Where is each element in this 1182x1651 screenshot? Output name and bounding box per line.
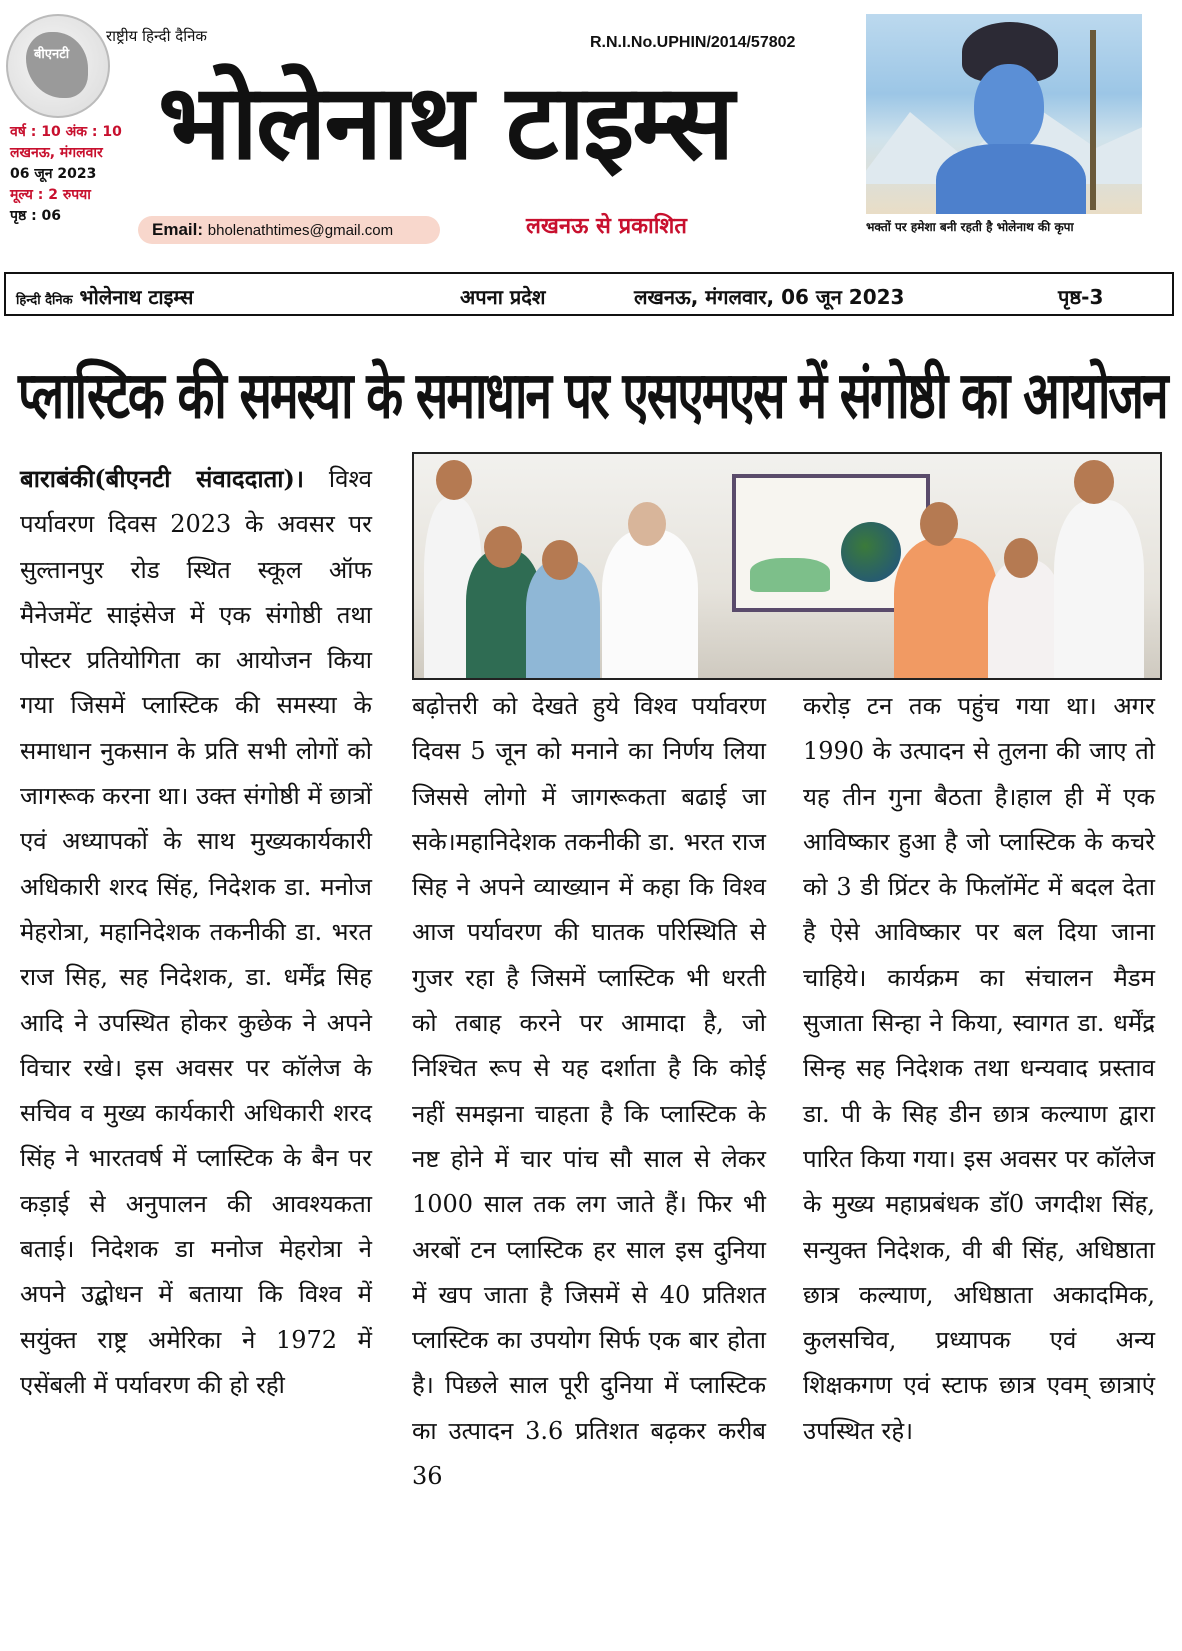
logo-abbreviation: बीएनटी <box>34 47 70 62</box>
event-photo <box>412 452 1162 680</box>
image-caption: भक्तों पर हमेशा बनी रहती है भोलेनाथ की कृपा <box>866 220 1074 234</box>
published-from: लखनऊ से प्रकाशित <box>526 214 687 239</box>
body-shape <box>936 144 1086 214</box>
person-figure <box>894 538 998 678</box>
strip-paper-prefix: हिन्दी दैनिक <box>16 293 73 308</box>
rni-number: R.N.I.No.UPHIN/2014/57802 <box>590 34 796 51</box>
issue-price: मूल्य : 2 रुपया <box>10 187 91 203</box>
strip-dateline: लखनऊ, मंगलवार, 06 जून 2023 <box>634 285 905 309</box>
article-column-3: करोड़ टन तक पहुंच गया था। अगर 1990 के उत्पादन से तुलना की जाए तो यह तीन गुना बैठता है।हाल ही में एक आविष्कार हुआ है जो प्लास्टिक के कचरे को 3 डी प्रिंटर के फिलॉमेंट में बदल देता है ऐसे आविष्कार पर बल दिया जाना चाहिये। कार्यक्रम का संचालन मैडम सुजाता सिन्हा ने किया, स्वागत डा. धर्मेंद्र सिन्ह सह निदेशक तथा धन्यवाद प्रस्ताव डा. पी के सिह डीन छात्र कल्याण द्वारा पारित किया गया। इस अवसर पर कॉलेज के मुख्य महाप्रबंधक डॉ0 जगदीश सिंह, सन्युक्त निदेशक, वी बी सिंह, अधिष्ठाता छात्र कल्याण, अधिष्ठाता अकादमिक, कुलसचिव, प्रध्यापक एवं अन्य शिक्षकगण एवं स्टाफ छात्र एवम् छात्राएं उपस्थित रहे। <box>803 692 1155 1445</box>
shiva-illustration <box>866 14 1142 214</box>
page-strip <box>4 272 1174 316</box>
email-pill <box>138 216 440 244</box>
issue-pages: पृष्ठ : 06 <box>10 208 62 224</box>
trident-icon <box>1090 30 1096 210</box>
india-map-icon <box>26 32 88 98</box>
person-head <box>920 502 958 546</box>
person-figure <box>1054 500 1144 678</box>
year-issue: वर्ष : 10 अंक : 10 <box>10 124 122 140</box>
strip-paper <box>16 283 193 310</box>
person-head <box>1004 538 1038 578</box>
article-column-1-text: विश्व पर्यावरण दिवस 2023 के अवसर पर सुल्तानपुर रोड स्थित स्कूल ऑफ मैनेजमेंट साइंसेज में एक संगोष्ठी तथा पोस्टर प्रतियोगिता का आयोजन किया गया जिसमें प्लास्टिक की समस्या के समाधान नुकसान के प्रति सभी लोगों को जागरूक करना था। उक्त संगोष्ठी में छात्रों एवं अध्यापकों के साथ मुख्यकार्यकारी अधिकारी शरद सिंह, निदेशक डा. मनोज मेहरोत्रा, महानिदेशक तकनीकी डा. भरत राज सिह, सह निदेशक, डा. धर्मेंद्र सिह आदि ने उपस्थित होकर कुछेक ने अपने विचार रखे। इस अवसर पर कॉलेज के सचिव व मुख्य कार्यकारी अधिकारी शरद सिंह ने भारतवर्ष में प्लास्टिक के बैन पर कड़ाई से अनुपालन की आवश्यकता बताई। निदेशक डा मनोज मेहरोत्रा ने अपने उद्बोधन में बताया कि विश्व में सयुंक्त राष्ट्र अमेरिका ने 1972 में एसेंबली में पर्यावरण की हो रही <box>20 465 372 1399</box>
strip-paper-name: भोलेनाथ टाइम्स <box>79 285 194 309</box>
person-head <box>542 540 578 580</box>
trees-shape <box>750 558 830 592</box>
place-day: लखनऊ, मंगलवार <box>10 145 103 161</box>
masthead <box>0 0 1182 260</box>
person-figure <box>602 530 698 678</box>
person-head <box>628 502 666 546</box>
face-shape <box>974 64 1044 152</box>
issue-date: 06 जून 2023 <box>10 166 97 182</box>
strip-page: पृष्ठ-3 <box>1058 285 1104 309</box>
strip-section: अपना प्रदेश <box>460 285 546 309</box>
person-head <box>484 526 522 568</box>
article-column-1 <box>20 456 372 1408</box>
article-headline: प्लास्टिक की समस्या के समाधान पर एसएमएस में संगोष्ठी का आयोजन <box>18 358 1167 434</box>
email-label: Email: <box>152 220 204 239</box>
article-column-2: बढ़ोत्तरी को देखते हुये विश्व पर्यावरण दिवस 5 जून को मनाने का निर्णय लिया जिससे लोगो में जागरूकता बढाई जा सके।महानिदेशक तकनीकी डा. भरत राज सिह ने अपने व्याख्यान में कहा कि विश्व आज पर्यावरण की घातक परिस्थिति से गुजर रहा है जिसमें प्लास्टिक भी धरती को तबाह करने पर आमादा है, जो निश्चित रूप से यह दर्शाता है कि कोई नहीं समझना चाहता है कि प्लास्टिक के नष्ट होने में चार पांच सौ साल से लेकर 1000 साल तक लग जाते हैं। फिर भी अरबों टन प्लास्टिक हर साल इस दुनिया में खप जाता है जिसमें से 40 प्रतिशत प्लास्टिक का उपयोग सिर्फ एक बार होता है। पिछले साल पूरी दुनिया में प्लास्टिक का उत्पादन 3.6 प्रतिशत बढ़कर करीब 36 <box>412 692 766 1491</box>
person-head <box>436 460 472 500</box>
earth-icon <box>841 522 901 582</box>
email-address[interactable]: bholenathtimes@gmail.com <box>207 222 394 239</box>
newspaper-title: भोलेनाथ टाइम्स <box>158 61 733 183</box>
newspaper-logo <box>6 14 110 118</box>
person-figure <box>988 560 1062 678</box>
tagline: राष्ट्रीय हिन्दी दैनिक <box>106 27 207 45</box>
issue-meta <box>10 122 122 227</box>
person-head <box>1074 460 1114 504</box>
article-byline: बाराबंकी(बीएनटी संवाददाता)। <box>20 464 304 493</box>
